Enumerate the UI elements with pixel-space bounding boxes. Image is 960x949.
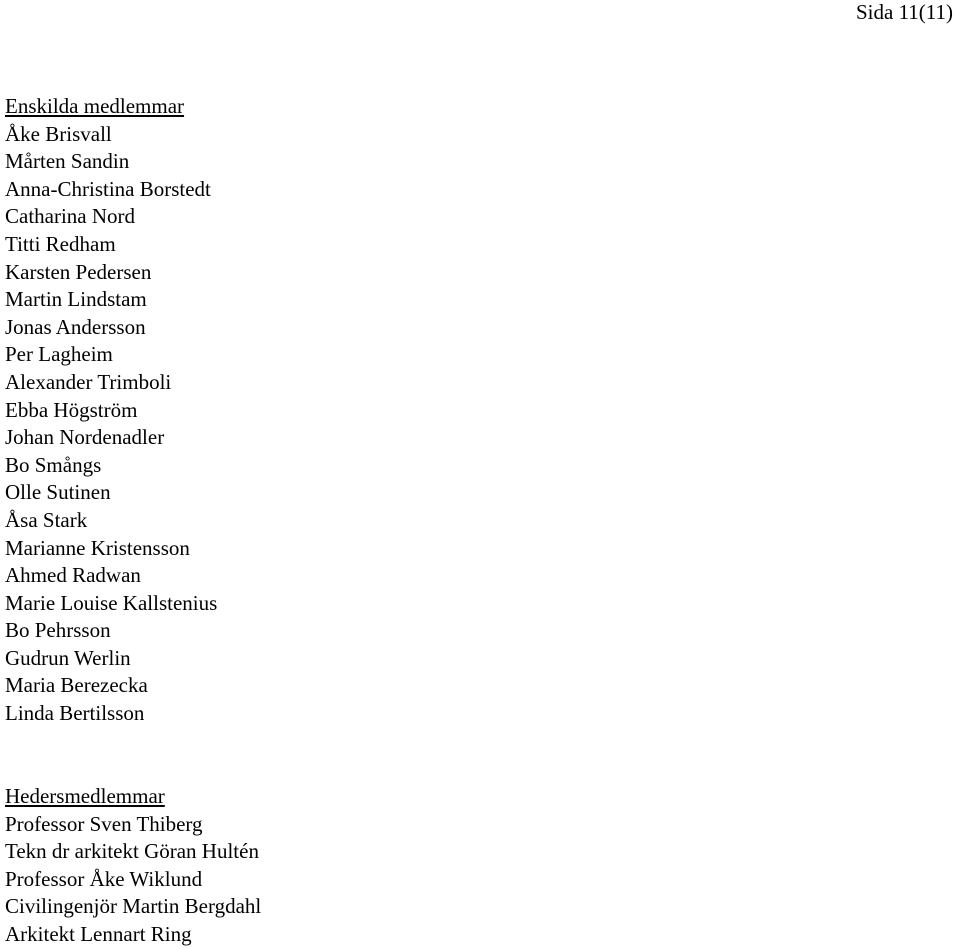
member-name: Per Lagheim bbox=[5, 342, 113, 367]
member-name: Catharina Nord bbox=[5, 204, 136, 229]
member-name: Åsa Stark bbox=[5, 507, 88, 532]
section-individual-members bbox=[5, 93, 217, 728]
member-name: Karsten Pedersen bbox=[5, 259, 152, 284]
member-name: Maria Berezecka bbox=[5, 673, 148, 698]
member-name: Linda Bertilsson bbox=[5, 701, 145, 726]
honorary-member-name: Professor Åke Wiklund bbox=[5, 866, 203, 891]
member-name: Bo Smångs bbox=[5, 452, 102, 477]
member-name: Titti Redham bbox=[5, 231, 116, 256]
member-name: Alexander Trimboli bbox=[5, 369, 172, 394]
member-name: Mårten Sandin bbox=[5, 149, 130, 174]
honorary-member-name: Tekn dr arkitekt Göran Hultén bbox=[5, 839, 259, 864]
member-name: Jonas Andersson bbox=[5, 314, 146, 339]
honorary-member-name: Professor Sven Thiberg bbox=[5, 811, 203, 836]
member-name: Marianne Kristensson bbox=[5, 535, 190, 560]
member-name: Martin Lindstam bbox=[5, 287, 147, 312]
member-name: Ebba Högström bbox=[5, 397, 138, 422]
member-name: Johan Nordenadler bbox=[5, 425, 165, 450]
section-heading-honorary-members: Hedersmedlemmar bbox=[5, 784, 165, 808]
member-name: Åke Brisvall bbox=[5, 121, 112, 146]
member-name: Ahmed Radwan bbox=[5, 563, 141, 588]
page-number: Sida 11(11) bbox=[855, 0, 953, 24]
section-heading-individual-members: Enskilda medlemmar bbox=[5, 94, 185, 118]
honorary-member-name: Civilingenjör Martin Bergdahl bbox=[5, 894, 262, 919]
honorary-member-name: Arkitekt Lennart Ring bbox=[5, 921, 192, 946]
member-name: Marie Louise Kallstenius bbox=[5, 590, 218, 615]
member-name: Olle Sutinen bbox=[5, 480, 111, 505]
member-name: Gudrun Werlin bbox=[5, 645, 131, 670]
member-name: Anna-Christina Borstedt bbox=[5, 176, 211, 201]
member-name: Bo Pehrsson bbox=[5, 618, 111, 643]
section-honorary-members bbox=[5, 783, 261, 949]
